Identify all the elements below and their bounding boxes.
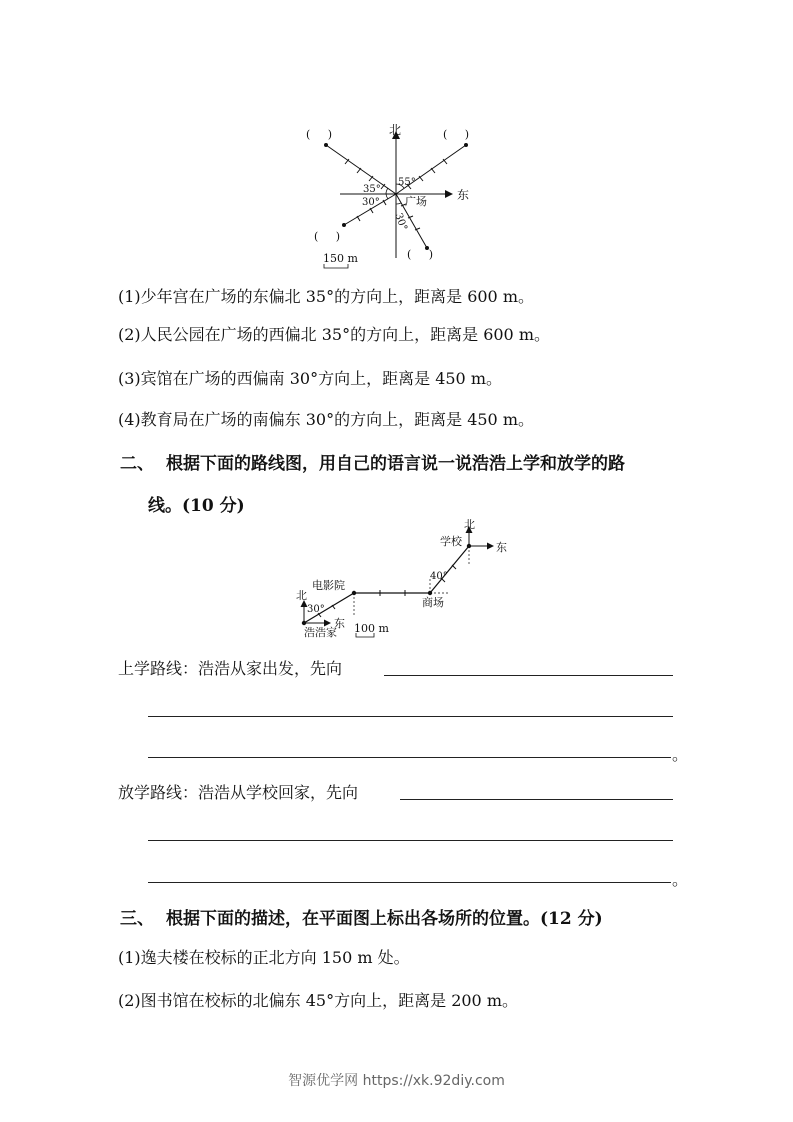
item-1: (1)少年宫在广场的东偏北 35°的方向上，距离是 600 m。 — [118, 287, 534, 306]
route-home-blank-1[interactable] — [400, 799, 673, 800]
school-label: 学校 — [440, 535, 462, 548]
route-to-school-blank-3[interactable] — [148, 757, 671, 758]
section2-title-line1: 根据下面的路线图，用自己的语言说一说浩浩上学和放学的路 — [166, 454, 625, 474]
route-home-blank-3[interactable] — [148, 882, 671, 883]
cinema-label: 电影院 — [312, 579, 345, 592]
east-label: 东 — [457, 188, 470, 202]
blank-se: ( ) — [407, 248, 434, 261]
item-4: (4)教育局在广场的南偏东 30°的方向上，距离是 450 m。 — [118, 410, 534, 429]
angle-35: 35° — [363, 184, 381, 195]
mall-label: 商场 — [422, 596, 444, 609]
blank-ne: ( ) — [443, 128, 470, 141]
route-to-school-blank-1[interactable] — [384, 675, 673, 676]
section3-title: 根据下面的描述，在平面图上标出各场所的位置。(12 分) — [166, 909, 603, 929]
route-to-school-label: 上学路线：浩浩从家出发，先向 — [118, 659, 343, 678]
angle-30-west: 30° — [362, 197, 380, 208]
mall-point — [428, 591, 432, 595]
route-home-label: 放学路线：浩浩从学校回家，先向 — [118, 783, 359, 802]
home-point — [302, 621, 306, 625]
route-home-blank-2[interactable] — [148, 840, 673, 841]
section3-item-1: (1)逸夫楼在校标的正北方向 150 m 处。 — [118, 948, 410, 967]
footer-watermark: 智源优学网 https://xk.92diy.com — [288, 1073, 505, 1089]
east-top-label: 东 — [496, 541, 507, 554]
angle40-label: 40° — [430, 571, 448, 582]
item-2: (2)人民公园在广场的西偏北 35°的方向上，距离是 600 m。 — [118, 325, 550, 344]
blank-nw: ( ) — [306, 128, 333, 141]
endpoint-sw — [342, 223, 346, 227]
home-label: 浩浩家 — [304, 626, 337, 639]
cinema-point — [352, 591, 356, 595]
blank-sw: ( ) — [314, 230, 341, 243]
angle-55: 55° — [398, 177, 416, 188]
item-3: (3)宾馆在广场的西偏南 30°方向上，距离是 450 m。 — [118, 369, 502, 388]
compass-diagram — [290, 118, 510, 270]
section2-number: 二、 — [120, 454, 154, 474]
scale2-label: 100 m — [354, 622, 389, 635]
north-top-label: 北 — [464, 518, 475, 531]
north-label: 北 — [389, 123, 402, 137]
angle-30-south: 30° — [392, 211, 409, 233]
east-bottom-label: 东 — [334, 617, 345, 630]
section3-item-2: (2)图书馆在校标的北偏东 45°方向上，距离是 200 m。 — [118, 991, 518, 1010]
route-to-school-blank-2[interactable] — [148, 716, 673, 717]
endpoint-nw — [324, 143, 328, 147]
angle30-label: 30° — [307, 604, 325, 615]
route-to-school-end: 。 — [672, 745, 689, 764]
section3-number: 三、 — [120, 909, 154, 929]
ray-northwest — [326, 145, 396, 194]
route-map — [290, 515, 520, 645]
route-home-end: 。 — [672, 870, 689, 889]
section2-title-line2: 线。(10 分) — [148, 496, 245, 516]
north-left-label: 北 — [296, 589, 307, 602]
endpoint-ne — [464, 143, 468, 147]
scale-label: 150 m — [323, 252, 358, 265]
school-point — [467, 544, 471, 548]
center-label: 广场 — [405, 195, 427, 208]
